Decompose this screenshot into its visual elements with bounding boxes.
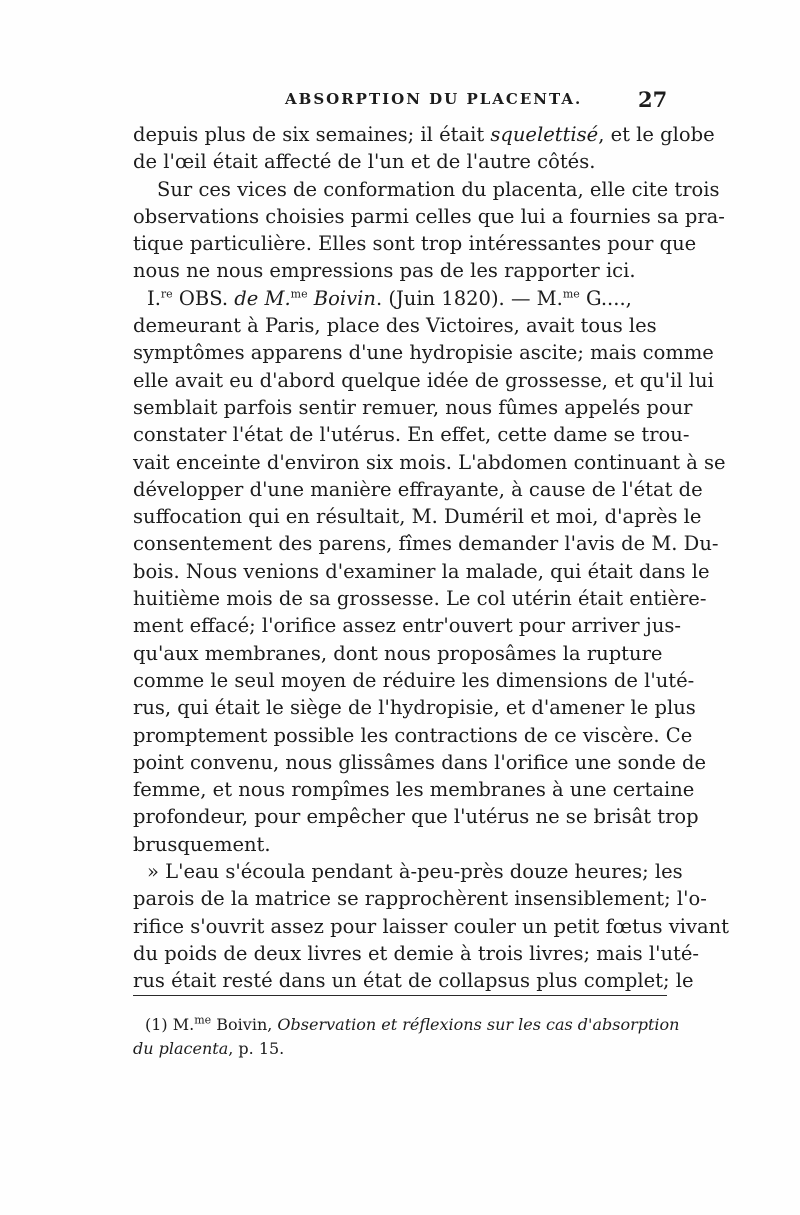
italic-term: squelettisé — [490, 123, 599, 146]
text-line — [133, 476, 703, 503]
text-line — [133, 367, 714, 394]
text-span: elle avait eu d'abord quelque idée de grossesse, et qu'il lui — [133, 368, 714, 392]
text-span: OBS. — [172, 286, 235, 310]
superscript: me — [562, 287, 580, 301]
text-span: demeurant à Paris, place des Victoires, avait tous les — [133, 314, 657, 338]
text-line — [133, 230, 697, 257]
text-span: comme le seul moyen de réduire les dimensions de l'uté- — [133, 668, 695, 692]
footnote-divider — [133, 995, 667, 996]
superscript: me — [290, 287, 308, 301]
text-span: bois. Nous venions d'examiner la malade, qui était dans le — [133, 559, 710, 583]
text-span: symptômes apparens d'une hydropisie ascite; mais comme — [133, 341, 714, 365]
text-span: profondeur, pour empêcher que l'utérus ne se brisât trop — [133, 805, 699, 829]
footnote-author: Boivin, — [211, 1015, 278, 1034]
footnote-line — [133, 1013, 680, 1037]
text-line — [133, 858, 683, 885]
text-span: promptement possible les contractions de ce viscère. Ce — [133, 723, 693, 747]
text-line — [133, 312, 667, 339]
text-line — [133, 121, 715, 148]
text-span: rus était resté dans un état de collapsus plus complet; le — [133, 969, 694, 993]
superscript: re — [160, 287, 173, 301]
text-line — [133, 885, 707, 912]
italic-term: Boivin — [307, 286, 376, 310]
text-span: . (Juin 1820). — M. — [375, 286, 563, 310]
footnote-page-ref: , p. 15. — [228, 1039, 285, 1058]
text-line — [133, 913, 729, 940]
running-head — [0, 87, 800, 116]
superscript: me — [194, 1013, 212, 1027]
text-line — [133, 339, 714, 366]
text-line — [133, 722, 693, 749]
text-line — [133, 776, 695, 803]
text-span: vait enceinte d'environ six mois. L'abdomen continuant à se — [133, 450, 726, 474]
text-line — [133, 803, 699, 830]
text-span: G...., — [579, 286, 639, 310]
text-span: femme, et nous rompîmes les membranes à une certaine — [133, 778, 695, 802]
page-number: 27 — [638, 87, 668, 112]
footnote-marker: (1) — [145, 1015, 168, 1034]
running-title: ABSORPTION DU PLACENTA. — [285, 90, 583, 108]
text-line — [133, 585, 707, 612]
observation-heading-line — [133, 285, 667, 312]
text-span: depuis plus de six semaines; il était — [133, 123, 491, 146]
text-line — [133, 667, 695, 694]
text-span: brusquement. — [133, 832, 271, 856]
footnote — [133, 1013, 680, 1061]
text-line — [133, 694, 696, 721]
text-line — [133, 257, 667, 284]
text-line — [133, 394, 693, 421]
text-line — [133, 967, 694, 994]
text-line — [133, 203, 725, 230]
text-span: rus, qui était le siège de l'hydropisie, et d'amener le plus — [133, 696, 696, 720]
footnote-title: du placenta — [133, 1039, 229, 1058]
text-line — [133, 831, 667, 858]
text-span: semblait parfois sentir remuer, nous fûmes appelés pour — [133, 395, 693, 419]
text-span: , et le globe — [598, 123, 715, 146]
text-span: qu'aux membranes, dont nous proposâmes la rupture — [133, 641, 663, 665]
text-span: rifice s'ouvrit assez pour laisser couler un petit fœtus vivant — [133, 914, 729, 938]
text-line — [133, 503, 702, 530]
text-span: consentement des parens, fîmes demander l'avis de M. Du- — [133, 532, 719, 556]
text-span: tique particulière. Elles sont trop intéressantes pour que — [133, 232, 697, 256]
footnote-author: M. — [167, 1015, 195, 1034]
text-line — [133, 640, 667, 667]
text-span: Sur ces vices de conformation du placenta, elle cite trois — [157, 177, 720, 201]
text-span: I. — [147, 286, 161, 310]
text-span: constater l'état de l'utérus. En effet, cette dame se trou- — [133, 423, 690, 447]
text-line — [133, 148, 667, 175]
text-span: huitième mois de sa grossesse. Le col utérin était entière- — [133, 587, 707, 611]
text-span: ment effacé; l'orifice assez entr'ouvert pour arriver jus- — [133, 614, 681, 638]
text-span: parois de la matrice se rapprochèrent insensiblement; l'o- — [133, 887, 707, 911]
body-text — [133, 121, 729, 995]
text-span: » L'eau s'écoula pendant à-peu-près douze heures; les — [147, 860, 683, 884]
text-span: point convenu, nous glissâmes dans l'orifice une sonde de — [133, 750, 707, 774]
footnote-line — [133, 1037, 667, 1061]
text-line — [133, 749, 707, 776]
text-line — [133, 558, 710, 585]
footnote-title: Observation et réflexions sur les cas d'absorption — [277, 1015, 680, 1034]
text-span: observations choisies parmi celles que lui a fournies sa pra- — [133, 204, 725, 228]
italic-term: de M. — [234, 286, 291, 310]
text-span: suffocation qui en résultait, M. Duméril et moi, d'après le — [133, 505, 702, 529]
text-line — [133, 530, 719, 557]
text-line — [133, 612, 681, 639]
text-line — [133, 449, 726, 476]
text-span: de l'œil était affecté de l'un et de l'autre côtés. — [133, 150, 596, 174]
text-span: du poids de deux livres et demie à trois livres; mais l'uté- — [133, 941, 699, 965]
text-line — [133, 421, 690, 448]
text-span: développer d'une manière effrayante, à cause de l'état de — [133, 477, 703, 501]
text-line — [133, 940, 699, 967]
text-span: nous ne nous empressions pas de les rapporter ici. — [133, 259, 636, 283]
text-line — [133, 176, 720, 203]
